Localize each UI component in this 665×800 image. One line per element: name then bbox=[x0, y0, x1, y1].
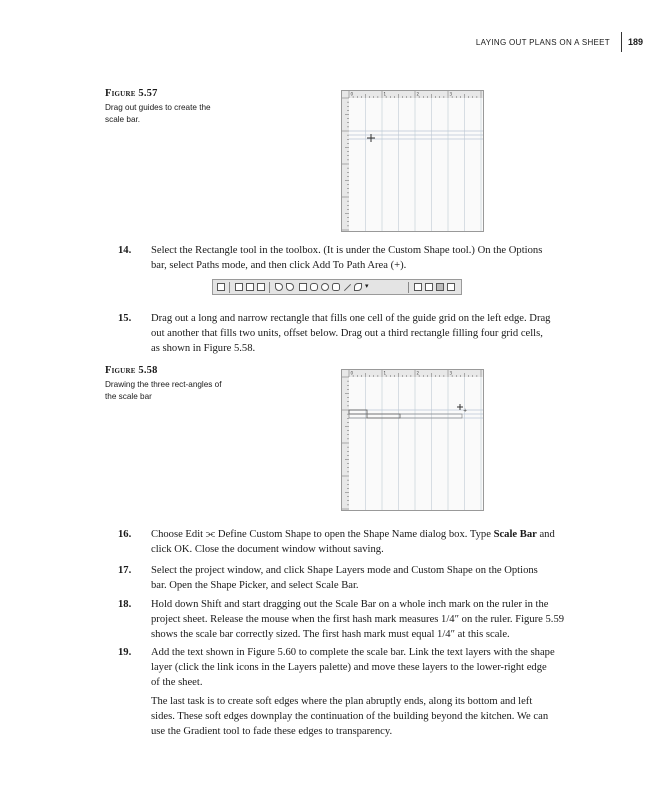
figure-5-58-label: Figure 5.58 bbox=[105, 365, 158, 376]
rounded-rectangle-icon bbox=[310, 283, 318, 291]
step-line: Select the Rectangle tool in the toolbox. (It is under the Custom Shape tool.) On the Options bbox=[151, 245, 543, 256]
ellipse-icon bbox=[321, 283, 329, 291]
figure-5-57-caption-text: Drag out guides to create the scale bar. bbox=[105, 103, 211, 124]
step-line: bar, select Paths mode, and then click Add To Path Area (+). bbox=[151, 260, 407, 271]
freeform-pen-icon bbox=[286, 283, 294, 291]
left-ruler bbox=[342, 91, 349, 231]
svg-text:+: + bbox=[463, 408, 468, 414]
ruler-label: 1 bbox=[383, 91, 387, 97]
step-line: out another that fills two units, offset below. Drag out a third rectangle filling four grid cells, bbox=[151, 328, 543, 339]
step-line: Select the project window, and click Shape Layers mode and Custom Shape on the Options bbox=[151, 565, 538, 576]
options-bar-screenshot bbox=[212, 279, 462, 295]
step-text: and bbox=[536, 529, 555, 540]
step-16 bbox=[118, 527, 608, 557]
step-number: 17. bbox=[118, 565, 132, 576]
top-ruler bbox=[342, 370, 483, 377]
step-14 bbox=[118, 243, 608, 273]
line-icon bbox=[344, 284, 351, 291]
bold-term: Scale Bar bbox=[493, 529, 537, 540]
step-number: 15. bbox=[118, 313, 132, 324]
step-number: 18. bbox=[118, 599, 132, 610]
figure-5-58-caption-text: Drawing the three rect-angles of the scale bar bbox=[105, 380, 222, 401]
ruler-label: 3 bbox=[449, 91, 453, 97]
shape-layers-icon bbox=[246, 283, 254, 291]
ruler-label: 3 bbox=[449, 370, 453, 376]
step-number: 19. bbox=[118, 647, 132, 658]
menu-arrow-glyph: ⫘ bbox=[205, 529, 216, 540]
closing-paragraph bbox=[151, 694, 609, 739]
guide-grid-canvas bbox=[342, 91, 483, 231]
running-header-title: LAYING OUT PLANS ON A SHEET bbox=[475, 38, 610, 47]
ruler-label: 2 bbox=[416, 91, 420, 97]
exclude-icon bbox=[447, 283, 455, 291]
ruler-label: 0 bbox=[350, 370, 354, 376]
paragraph-line: sides. These soft edges downplay the continuation of the building beyond the kitchen. We can bbox=[151, 711, 549, 722]
step-text: Choose Edit bbox=[151, 529, 206, 540]
page-number: 189 bbox=[628, 37, 644, 47]
chevron-down-icon: ▾ bbox=[365, 282, 369, 290]
step-line: Drag out a long and narrow rectangle that fills one cell of the guide grid on the left edge. Drag bbox=[151, 313, 551, 324]
pen-icon bbox=[275, 283, 283, 291]
step-line bbox=[151, 527, 608, 542]
step-line: Hold down Shift and start dragging out the Scale Bar on a whole inch mark on the ruler in the bbox=[151, 599, 549, 610]
step-18 bbox=[118, 597, 608, 642]
fill-pixels-icon bbox=[257, 283, 265, 291]
step-line: shows the scale bar correctly sized. The first hash mark must equal 1/4″ at this scale. bbox=[151, 629, 510, 640]
step-line: of the sheet. bbox=[151, 677, 203, 688]
figure-5-57-caption bbox=[105, 102, 230, 126]
ruler-label: 2 bbox=[416, 370, 420, 376]
header-divider bbox=[621, 32, 622, 52]
scale-bar-canvas bbox=[342, 370, 483, 510]
add-to-path-area-icon bbox=[414, 283, 422, 291]
intersect-icon bbox=[436, 283, 444, 291]
ruler-label: 1 bbox=[383, 370, 387, 376]
step-15 bbox=[118, 311, 608, 356]
top-ruler bbox=[342, 91, 483, 98]
custom-shape-icon bbox=[354, 283, 362, 291]
scale-bar-rectangle-3 bbox=[349, 414, 462, 418]
step-line: bar. Open the Shape Picker, and select Scale Bar. bbox=[151, 580, 359, 591]
paragraph-line: use the Gradient tool to fade these edges to transparency. bbox=[151, 726, 393, 737]
rectangle-icon bbox=[299, 283, 307, 291]
ruler-label: 0 bbox=[350, 91, 354, 97]
figure-5-57-screenshot bbox=[341, 90, 484, 232]
scale-bar-rectangle-2 bbox=[367, 414, 400, 418]
figure-5-58-screenshot bbox=[341, 369, 484, 511]
step-text: Define Custom Shape to open the Shape Name dialog box. Type bbox=[215, 529, 494, 540]
step-17 bbox=[118, 563, 608, 593]
polygon-icon bbox=[332, 283, 340, 291]
marquee-icon bbox=[217, 283, 225, 291]
crosshair-cursor-icon bbox=[457, 404, 467, 414]
step-line: project sheet. Release the mouse when the first hash mark measures 1/4″ on the ruler. Figure 5.59 bbox=[151, 614, 565, 625]
step-line: layer (click the link icons in the Layers palette) and move these layers to the lower-right edge bbox=[151, 662, 547, 673]
step-number: 14. bbox=[118, 245, 132, 256]
step-line: click OK. Close the document window without saving. bbox=[151, 544, 384, 555]
figure-5-58-caption bbox=[105, 379, 230, 403]
step-line: as shown in Figure 5.58. bbox=[151, 343, 256, 354]
step-line: Add the text shown in Figure 5.60 to complete the scale bar. Link the text layers with the shape bbox=[151, 647, 555, 658]
scale-bar-rectangle-1 bbox=[349, 410, 367, 414]
left-ruler bbox=[342, 370, 349, 510]
step-number: 16. bbox=[118, 529, 132, 540]
figure-5-57-label: Figure 5.57 bbox=[105, 88, 158, 99]
step-19 bbox=[118, 645, 608, 690]
path-mode-icon bbox=[235, 283, 243, 291]
paragraph-line: The last task is to create soft edges where the plan abruptly ends, along its bottom and left bbox=[151, 696, 533, 707]
subtract-icon bbox=[425, 283, 433, 291]
